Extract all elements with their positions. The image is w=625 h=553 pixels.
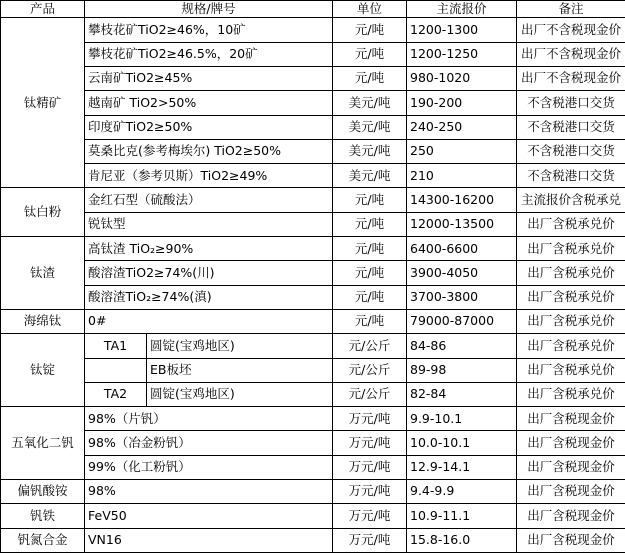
spec-detail-cell: EB板坯: [147, 358, 333, 382]
price-cell: 84-86: [407, 334, 517, 358]
price-cell: 10.9-11.1: [407, 504, 517, 528]
table-row: [1, 188, 625, 212]
table-row: [1, 309, 625, 333]
note-cell: 出厂含税承兑价: [517, 285, 625, 309]
header-note: 备注: [517, 1, 625, 18]
note-cell: 出厂含税承兑价: [517, 237, 625, 261]
table-row: [1, 261, 625, 285]
note-cell: 出厂含税现金价: [517, 504, 625, 528]
note-cell: 不含税港口交货: [517, 139, 625, 163]
note-cell: 出厂不含税现金价: [517, 18, 625, 42]
price-cell: 3700-3800: [407, 285, 517, 309]
spec-cell: 98%（冶金粉钒）: [85, 431, 333, 455]
price-cell: 9.9-10.1: [407, 407, 517, 431]
product-name-cell: 钒氮合金: [1, 528, 85, 552]
price-cell: 6400-6600: [407, 237, 517, 261]
note-cell: 不含税港口交货: [517, 115, 625, 139]
price-cell: 15.8-16.0: [407, 528, 517, 552]
spec-cell: 印度矿TiO2≥50%: [85, 115, 333, 139]
spec-cell: 越南矿 TiO2>50%: [85, 91, 333, 115]
spec-grade-cell: TA1: [85, 334, 147, 358]
table-row: [1, 164, 625, 188]
table-row: [1, 42, 625, 66]
price-cell: 12.9-14.1: [407, 455, 517, 479]
unit-cell: 元/吨: [333, 237, 407, 261]
table-row: [1, 334, 625, 358]
note-cell: 出厂含税现金价: [517, 455, 625, 479]
price-cell: 82-84: [407, 382, 517, 406]
unit-cell: 元/公斤: [333, 334, 407, 358]
header-product: 产品: [1, 1, 85, 18]
product-name-cell: 钛渣: [1, 237, 85, 310]
spec-detail-cell: 圆锭(宝鸡地区): [147, 334, 333, 358]
table-row: [1, 504, 625, 528]
note-cell: 出厂含税现金价: [517, 407, 625, 431]
note-cell: 出厂含税承兑价: [517, 261, 625, 285]
note-cell: 不含税港口交货: [517, 164, 625, 188]
header-row: [1, 1, 625, 18]
table-row: [1, 528, 625, 552]
unit-cell: 元/吨: [333, 66, 407, 90]
unit-cell: 元/吨: [333, 212, 407, 236]
header-unit: 单位: [333, 1, 407, 18]
note-cell: 出厂含税承兑价: [517, 309, 625, 333]
spec-cell: 攀枝花矿TiO2≥46%，10矿: [85, 18, 333, 42]
unit-cell: 元/吨: [333, 18, 407, 42]
header-spec: 规格/牌号: [85, 1, 333, 18]
spec-cell: 肯尼亚（参考贝斯）TiO2≥49%: [85, 164, 333, 188]
product-name-cell: 钛精矿: [1, 18, 85, 188]
unit-cell: 元/吨: [333, 188, 407, 212]
price-cell: 14300-16200: [407, 188, 517, 212]
unit-cell: 元/吨: [333, 285, 407, 309]
unit-cell: 美元/吨: [333, 164, 407, 188]
unit-cell: 元/公斤: [333, 382, 407, 406]
note-cell: 出厂含税承兑价: [517, 212, 625, 236]
table-row: [1, 407, 625, 431]
price-cell: 1200-1250: [407, 42, 517, 66]
price-cell: 210: [407, 164, 517, 188]
spec-cell: FeV50: [85, 504, 333, 528]
unit-cell: 万元/吨: [333, 407, 407, 431]
table-row: [1, 358, 625, 382]
spec-cell: 98%: [85, 480, 333, 504]
product-name-cell: 海绵钛: [1, 309, 85, 333]
table-row: [1, 115, 625, 139]
header-price: 主流报价: [407, 1, 517, 18]
spec-cell: 99%（化工粉钒）: [85, 455, 333, 479]
note-cell: 主流报价含税承兑: [517, 188, 625, 212]
note-cell: 出厂含税承兑价: [517, 334, 625, 358]
price-cell: 190-200: [407, 91, 517, 115]
note-cell: 出厂含税承兑价: [517, 382, 625, 406]
spec-cell: 莫桑比克(参考梅埃尔) TiO2≥50%: [85, 139, 333, 163]
spec-cell: 高钛渣 TiO₂≥90%: [85, 237, 333, 261]
note-cell: 出厂含税现金价: [517, 480, 625, 504]
note-cell: 出厂不含税现金价: [517, 42, 625, 66]
unit-cell: 万元/吨: [333, 455, 407, 479]
note-cell: 出厂含税现金价: [517, 431, 625, 455]
price-cell: 79000-87000: [407, 309, 517, 333]
table-row: [1, 480, 625, 504]
spec-cell: 云南矿TiO2≥45%: [85, 66, 333, 90]
table-row: [1, 237, 625, 261]
price-cell: 89-98: [407, 358, 517, 382]
spec-cell: 98%（片钒）: [85, 407, 333, 431]
unit-cell: 元/吨: [333, 42, 407, 66]
spec-cell: VN16: [85, 528, 333, 552]
note-cell: 不含税港口交货: [517, 91, 625, 115]
table-body: [1, 18, 625, 553]
table-row: [1, 382, 625, 406]
unit-cell: 美元/吨: [333, 91, 407, 115]
spec-cell: 锐钛型: [85, 212, 333, 236]
spec-cell: 金红石型（硫酸法）: [85, 188, 333, 212]
product-name-cell: 偏钒酸铵: [1, 480, 85, 504]
product-name-cell: 钛白粉: [1, 188, 85, 237]
price-cell: 980-1020: [407, 66, 517, 90]
price-cell: 9.4-9.9: [407, 480, 517, 504]
spec-cell: 酸溶渣TiO2≥74%(川): [85, 261, 333, 285]
table-header: [1, 1, 625, 18]
price-cell: 240-250: [407, 115, 517, 139]
table-row: [1, 66, 625, 90]
table-row: [1, 455, 625, 479]
unit-cell: 万元/吨: [333, 504, 407, 528]
table-row: [1, 18, 625, 42]
spec-cell: 0#: [85, 309, 333, 333]
unit-cell: 万元/吨: [333, 528, 407, 552]
unit-cell: 元/吨: [333, 309, 407, 333]
product-name-cell: 五氧化二钒: [1, 407, 85, 480]
unit-cell: 元/公斤: [333, 358, 407, 382]
table-row: [1, 431, 625, 455]
unit-cell: 万元/吨: [333, 431, 407, 455]
price-cell: 250: [407, 139, 517, 163]
table-row: [1, 91, 625, 115]
table-row: [1, 212, 625, 236]
unit-cell: 万元/吨: [333, 480, 407, 504]
product-name-cell: 钛锭: [1, 334, 85, 407]
table-row: [1, 139, 625, 163]
note-cell: 出厂含税承兑价: [517, 358, 625, 382]
unit-cell: 元/吨: [333, 261, 407, 285]
product-name-cell: 钒铁: [1, 504, 85, 528]
price-cell: 3900-4050: [407, 261, 517, 285]
price-cell: 10.0-10.1: [407, 431, 517, 455]
note-cell: 出厂含税现金价: [517, 528, 625, 552]
spec-cell: 攀枝花矿TiO2≥46.5%，20矿: [85, 42, 333, 66]
spec-grade-cell: TA2: [85, 382, 147, 406]
price-cell: 1200-1300: [407, 18, 517, 42]
spec-cell: 酸溶渣TiO₂≥74%(滇): [85, 285, 333, 309]
note-cell: 出厂不含税现金价: [517, 66, 625, 90]
spec-grade-cell: [85, 358, 147, 382]
price-cell: 12000-13500: [407, 212, 517, 236]
table-row: [1, 285, 625, 309]
spec-detail-cell: 圆锭(宝鸡地区): [147, 382, 333, 406]
unit-cell: 美元/吨: [333, 115, 407, 139]
unit-cell: 美元/吨: [333, 139, 407, 163]
